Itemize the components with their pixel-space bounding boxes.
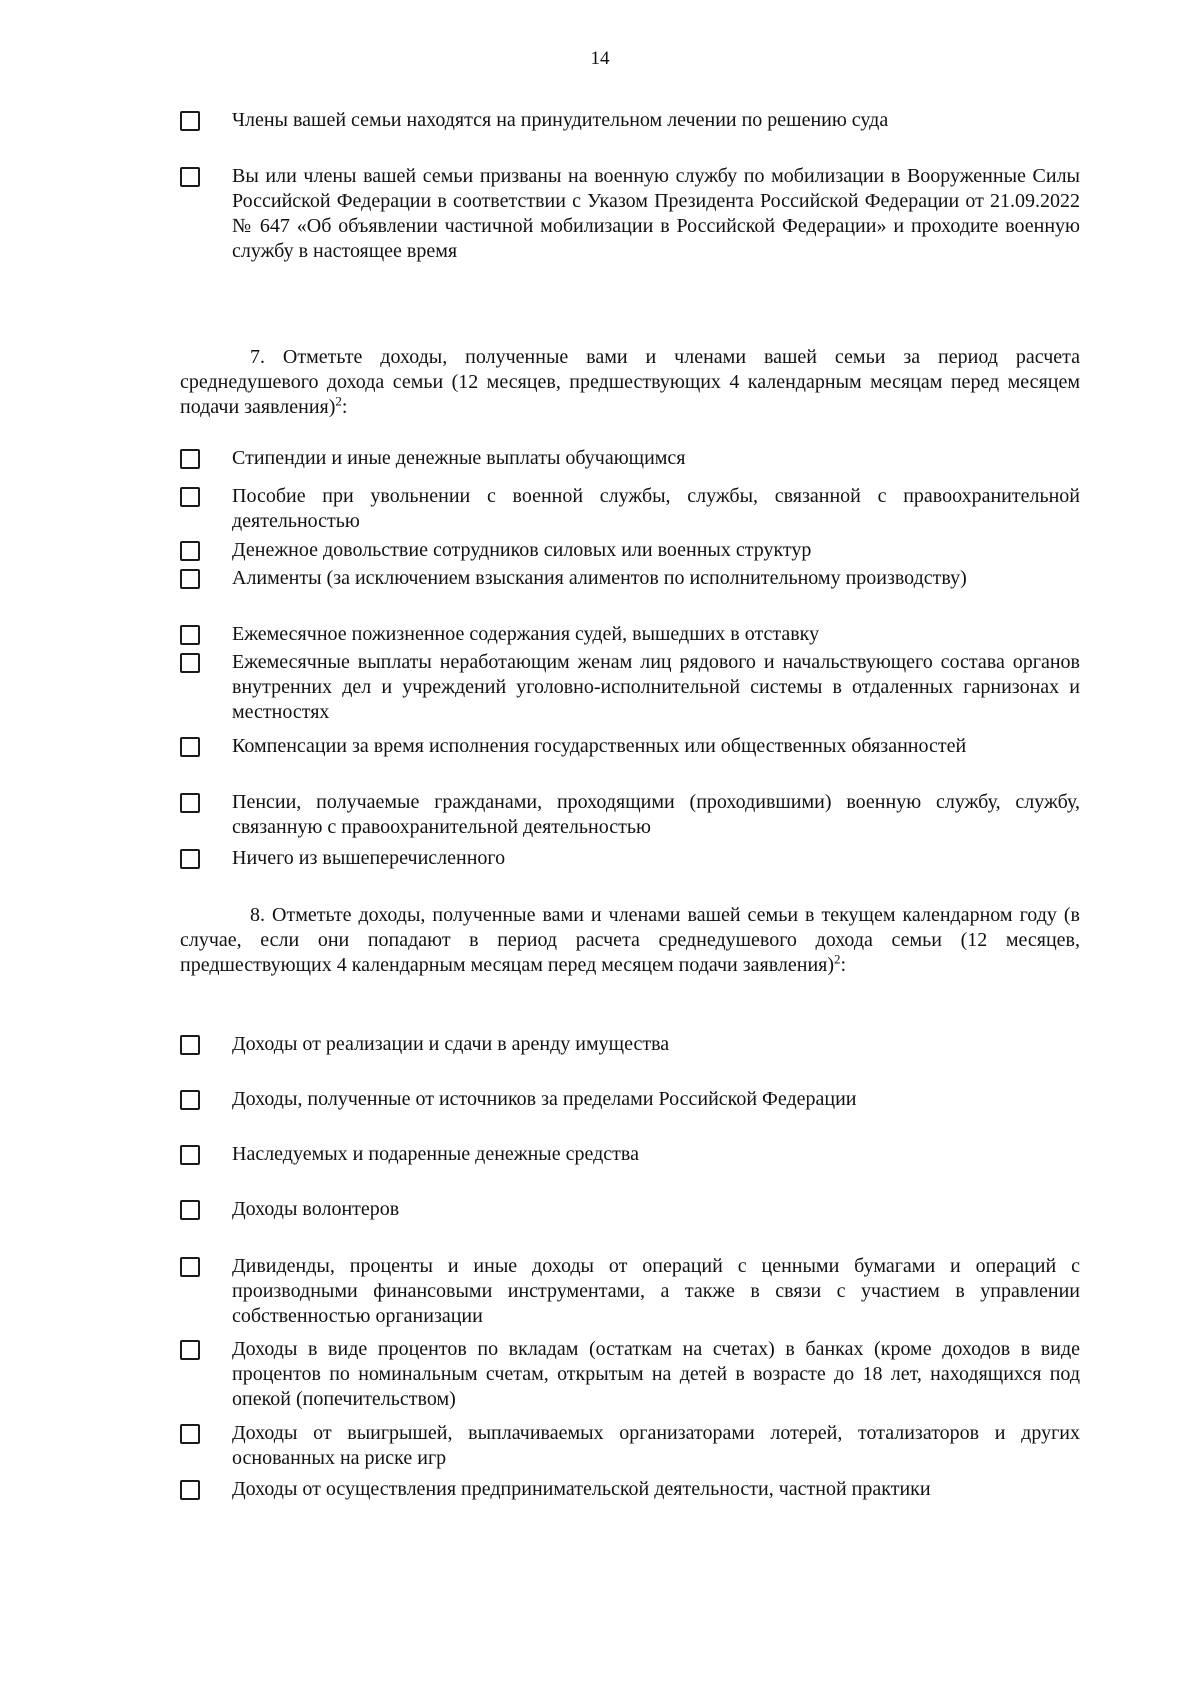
checkbox[interactable] [180, 167, 200, 187]
checkbox[interactable] [180, 1200, 200, 1220]
checkbox-label: Доходы от реализации и сдачи в аренду имущества [232, 1033, 670, 1055]
checkbox[interactable] [180, 569, 200, 589]
checkbox-label: Доходы от осуществления предпринимательской деятельности, частной практики [232, 1478, 931, 1500]
checkbox-label: Ничего из вышеперечисленного [232, 847, 506, 869]
checkbox[interactable] [180, 449, 200, 469]
checkbox-label: Доходы от выигрышей, выплачиваемых организаторами лотерей, тотализаторов и других основанных на риске игр [232, 1422, 1080, 1469]
checkbox[interactable] [180, 1480, 200, 1500]
footnote-marker: 2 [834, 951, 841, 967]
footnote-marker: 2 [335, 393, 342, 409]
checkbox[interactable] [180, 1090, 200, 1110]
checkbox-label: Денежное довольствие сотрудников силовых или военных структур [232, 539, 812, 561]
checkbox[interactable] [180, 1035, 200, 1055]
checkbox-label: Дивиденды, проценты и иные доходы от операций с ценными бумагами и операций с производными финансовыми инструментами, а также в связи с участием в управлении собственностью организации [232, 1255, 1080, 1327]
checkbox-label: Компенсации за время исполнения государственных или общественных обязанностей [232, 735, 967, 757]
checkbox-label: Ежемесячное пожизненное содержания судей, вышедших в отставку [232, 623, 820, 645]
section-7-question [180, 345, 1080, 420]
checkbox[interactable] [180, 793, 200, 813]
checkbox[interactable] [180, 849, 200, 869]
page-number: 14 [590, 48, 610, 69]
section-8-tail: : [840, 954, 847, 976]
checkbox-label: Пенсии, получаемые гражданами, проходящими (проходившими) военную службу, службу, связанную с правоохранительной деятельностью [232, 791, 1080, 838]
checkbox[interactable] [180, 487, 200, 507]
section-7-tail: : [341, 396, 348, 418]
section-8-question [180, 903, 1080, 978]
checkbox-label: Ежемесячные выплаты неработающим женам лиц рядового и начальствующего состава органов внутренних дел и учреждений уголовно-исполнительной системы в отдаленных гарнизонах и местностях [232, 651, 1080, 723]
checkbox-label: Доходы в виде процентов по вкладам (остаткам на счетах) в банках (кроме доходов в виде процентов по номинальным счетам, открытым на детей в возрасте до 18 лет, находящихся под опекой (попечительством) [232, 1338, 1080, 1410]
checkbox-label: Члены вашей семьи находятся на принудительном лечении по решению суда [232, 109, 889, 131]
checkbox[interactable] [180, 1340, 200, 1360]
checkbox-label: Доходы волонтеров [232, 1198, 400, 1220]
checkbox[interactable] [180, 111, 200, 131]
checkbox[interactable] [180, 1145, 200, 1165]
checkbox-label: Стипендии и иные денежные выплаты обучающимся [232, 447, 686, 469]
section-7-text: 7. Отметьте доходы, полученные вами и членами вашей семьи за период расчета среднедушевого дохода семьи (12 месяцев, предшествующих 4 календарным месяцам перед месяцем подачи заявления) [180, 346, 1080, 418]
checkbox[interactable] [180, 1424, 200, 1444]
checkbox-label: Доходы, полученные от источников за пределами Российской Федерации [232, 1088, 857, 1110]
checkbox[interactable] [180, 737, 200, 757]
checkbox[interactable] [180, 1257, 200, 1277]
checkbox[interactable] [180, 625, 200, 645]
checkbox-label: Наследуемых и подаренные денежные средства [232, 1143, 639, 1165]
checkbox-label: Пособие при увольнении с военной службы, службы, связанной с правоохранительной деятельностью [232, 485, 1080, 532]
section-8-text: 8. Отметьте доходы, полученные вами и членами вашей семьи в текущем календарном году (в случае, если они попадают в период расчета среднедушевого дохода семьи (12 месяцев, предшествующих 4 календарным месяцам перед месяцем подачи заявления) [180, 904, 1080, 976]
checkbox-label: Вы или члены вашей семьи призваны на военную службу по мобилизации в Вооруженные Силы Российской Федерации в соответствии с Указом Президента Российской Федерации от 21.09.2022 № 647 «Об объявлении частичной мобилизации в Российской Федерации» и проходите военную службу в настоящее время [232, 165, 1080, 262]
checkbox[interactable] [180, 541, 200, 561]
checkbox[interactable] [180, 653, 200, 673]
checkbox-label: Алименты (за исключением взыскания алиментов по исполнительному производству) [232, 567, 967, 589]
